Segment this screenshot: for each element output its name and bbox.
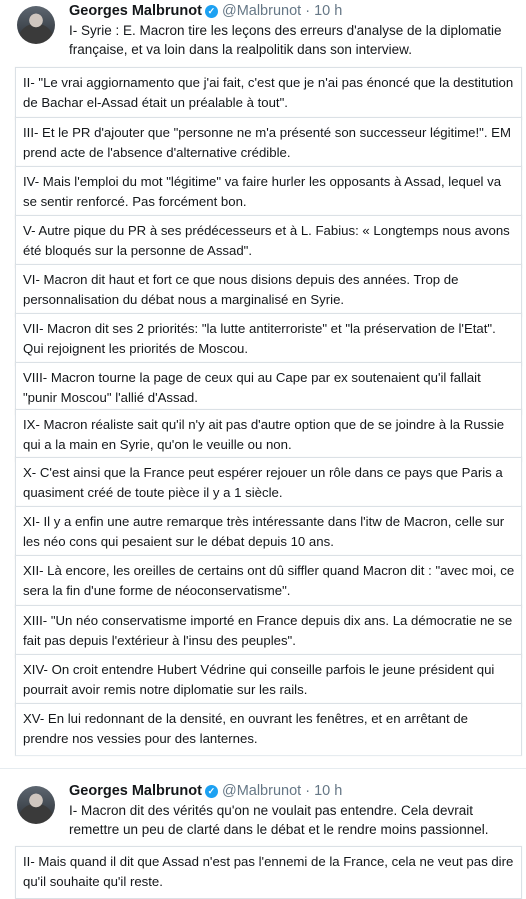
author-line (69, 783, 342, 799)
thread-card-iii[interactable]: III- Et le PR d'ajouter que "personne ne m'a présenté son successeur légitime!". EM prend acte de l'absence d'alternative crédible. (15, 117, 522, 170)
thread-card-x[interactable]: X- C'est ainsi que la France peut espérer rejouer un rôle dans ce pays que Paris a quasiment créé de toute pièce il y a 1 siècle. (15, 457, 522, 510)
verified-badge-icon: ✓ (205, 785, 218, 798)
tweet-text: I- Syrie : E. Macron tire les leçons des erreurs d'analyse de la diplomatie française, et va loin dans la realpolitik dans son interview. (69, 23, 502, 57)
tweet-timestamp[interactable]: 10 h (314, 783, 343, 799)
author-avatar[interactable] (17, 786, 55, 824)
author-line (69, 3, 342, 19)
tweet-divider (0, 768, 526, 769)
thread-card-ii[interactable]: II- "Le vrai aggiornamento que j'ai fait, c'est que je n'ai pas énoncé que la destitution de Bachar el-Assad était un préalable à tout". (15, 67, 522, 120)
thread-card-viii[interactable]: VIII- Macron tourne la page de ceux qui au Cape par ex soutenaient qu'il fallait "punir Moscou" l'allié d'Assad. (15, 362, 522, 415)
separator-dot: · (305, 783, 311, 799)
tweet-text: I- Macron dit des vérités qu'on ne voulait pas entendre. Cela devrait remettre un peu de clarté dans le débat et le rendre moins passionnel. (69, 803, 489, 837)
thread-card-ii-b[interactable]: II- Mais quand il dit que Assad n'est pas l'ennemi de la France, cela ne veut pas dire qu'il souhaite qu'il reste. (15, 846, 522, 899)
thread-card-iv[interactable]: IV- Mais l'emploi du mot "légitime" va faire hurler les opposants à Assad, lequel va se sentir renforcé. Pas forcément bon. (15, 166, 522, 219)
separator-dot: · (305, 3, 311, 19)
thread-card-vi[interactable]: VI- Macron dit haut et fort ce que nous disions depuis des années. Trop de personnalisation du débat nous a marginalisé en Syrie. (15, 264, 522, 317)
verified-badge-icon: ✓ (205, 5, 218, 18)
tweet-timestamp[interactable]: 10 h (314, 3, 343, 19)
author-handle[interactable]: @Malbrunot (221, 3, 302, 19)
author-name[interactable]: Georges Malbrunot (69, 783, 202, 799)
thread-card-xi[interactable]: XI- Il y a enfin une autre remarque très intéressante dans l'itw de Macron, celle sur les néo cons qui pesaient sur le débat depuis 10 ans. (15, 506, 522, 559)
author-handle[interactable]: @Malbrunot (221, 783, 302, 799)
thread-card-xii[interactable]: XII- Là encore, les oreilles de certains ont dû siffler quand Macron dit : "avec moi, ce sera la fin d'une forme de néoconservatisme". (15, 555, 522, 608)
thread-card-xv[interactable]: XV- En lui redonnant de la densité, en ouvrant les fenêtres, et en arrêtant de prendre nos vessies pour des lanternes. (15, 703, 522, 756)
author-avatar[interactable] (17, 6, 55, 44)
thread-card-v[interactable]: V- Autre pique du PR à ses prédécesseurs et à L. Fabius: « Longtemps nous avons été bloqués sur la personne de Assad". (15, 215, 522, 268)
thread-card-vii[interactable]: VII- Macron dit ses 2 priorités: "la lutte antiterroriste" et "la préservation de l'Etat". Qui rejoignent les priorités de Moscou. (15, 313, 522, 366)
thread-card-xiii[interactable]: XIII- "Un néo conservatisme importé en France depuis dix ans. La démocratie ne se fait pas depuis l'extérieur à l'insu des peuples". (15, 605, 522, 658)
thread-card-xiv[interactable]: XIV- On croit entendre Hubert Védrine qui conseille parfois le jeune président qui pourrait avoir remis notre diplomatie sur les rails. (15, 654, 522, 707)
thread-card-ix[interactable]: IX- Macron réaliste sait qu'il n'y ait pas d'autre option que de se joindre à la Russie qui a la main en Syrie, qu'on le veuille ou non. (15, 409, 522, 462)
author-name[interactable]: Georges Malbrunot (69, 3, 202, 19)
